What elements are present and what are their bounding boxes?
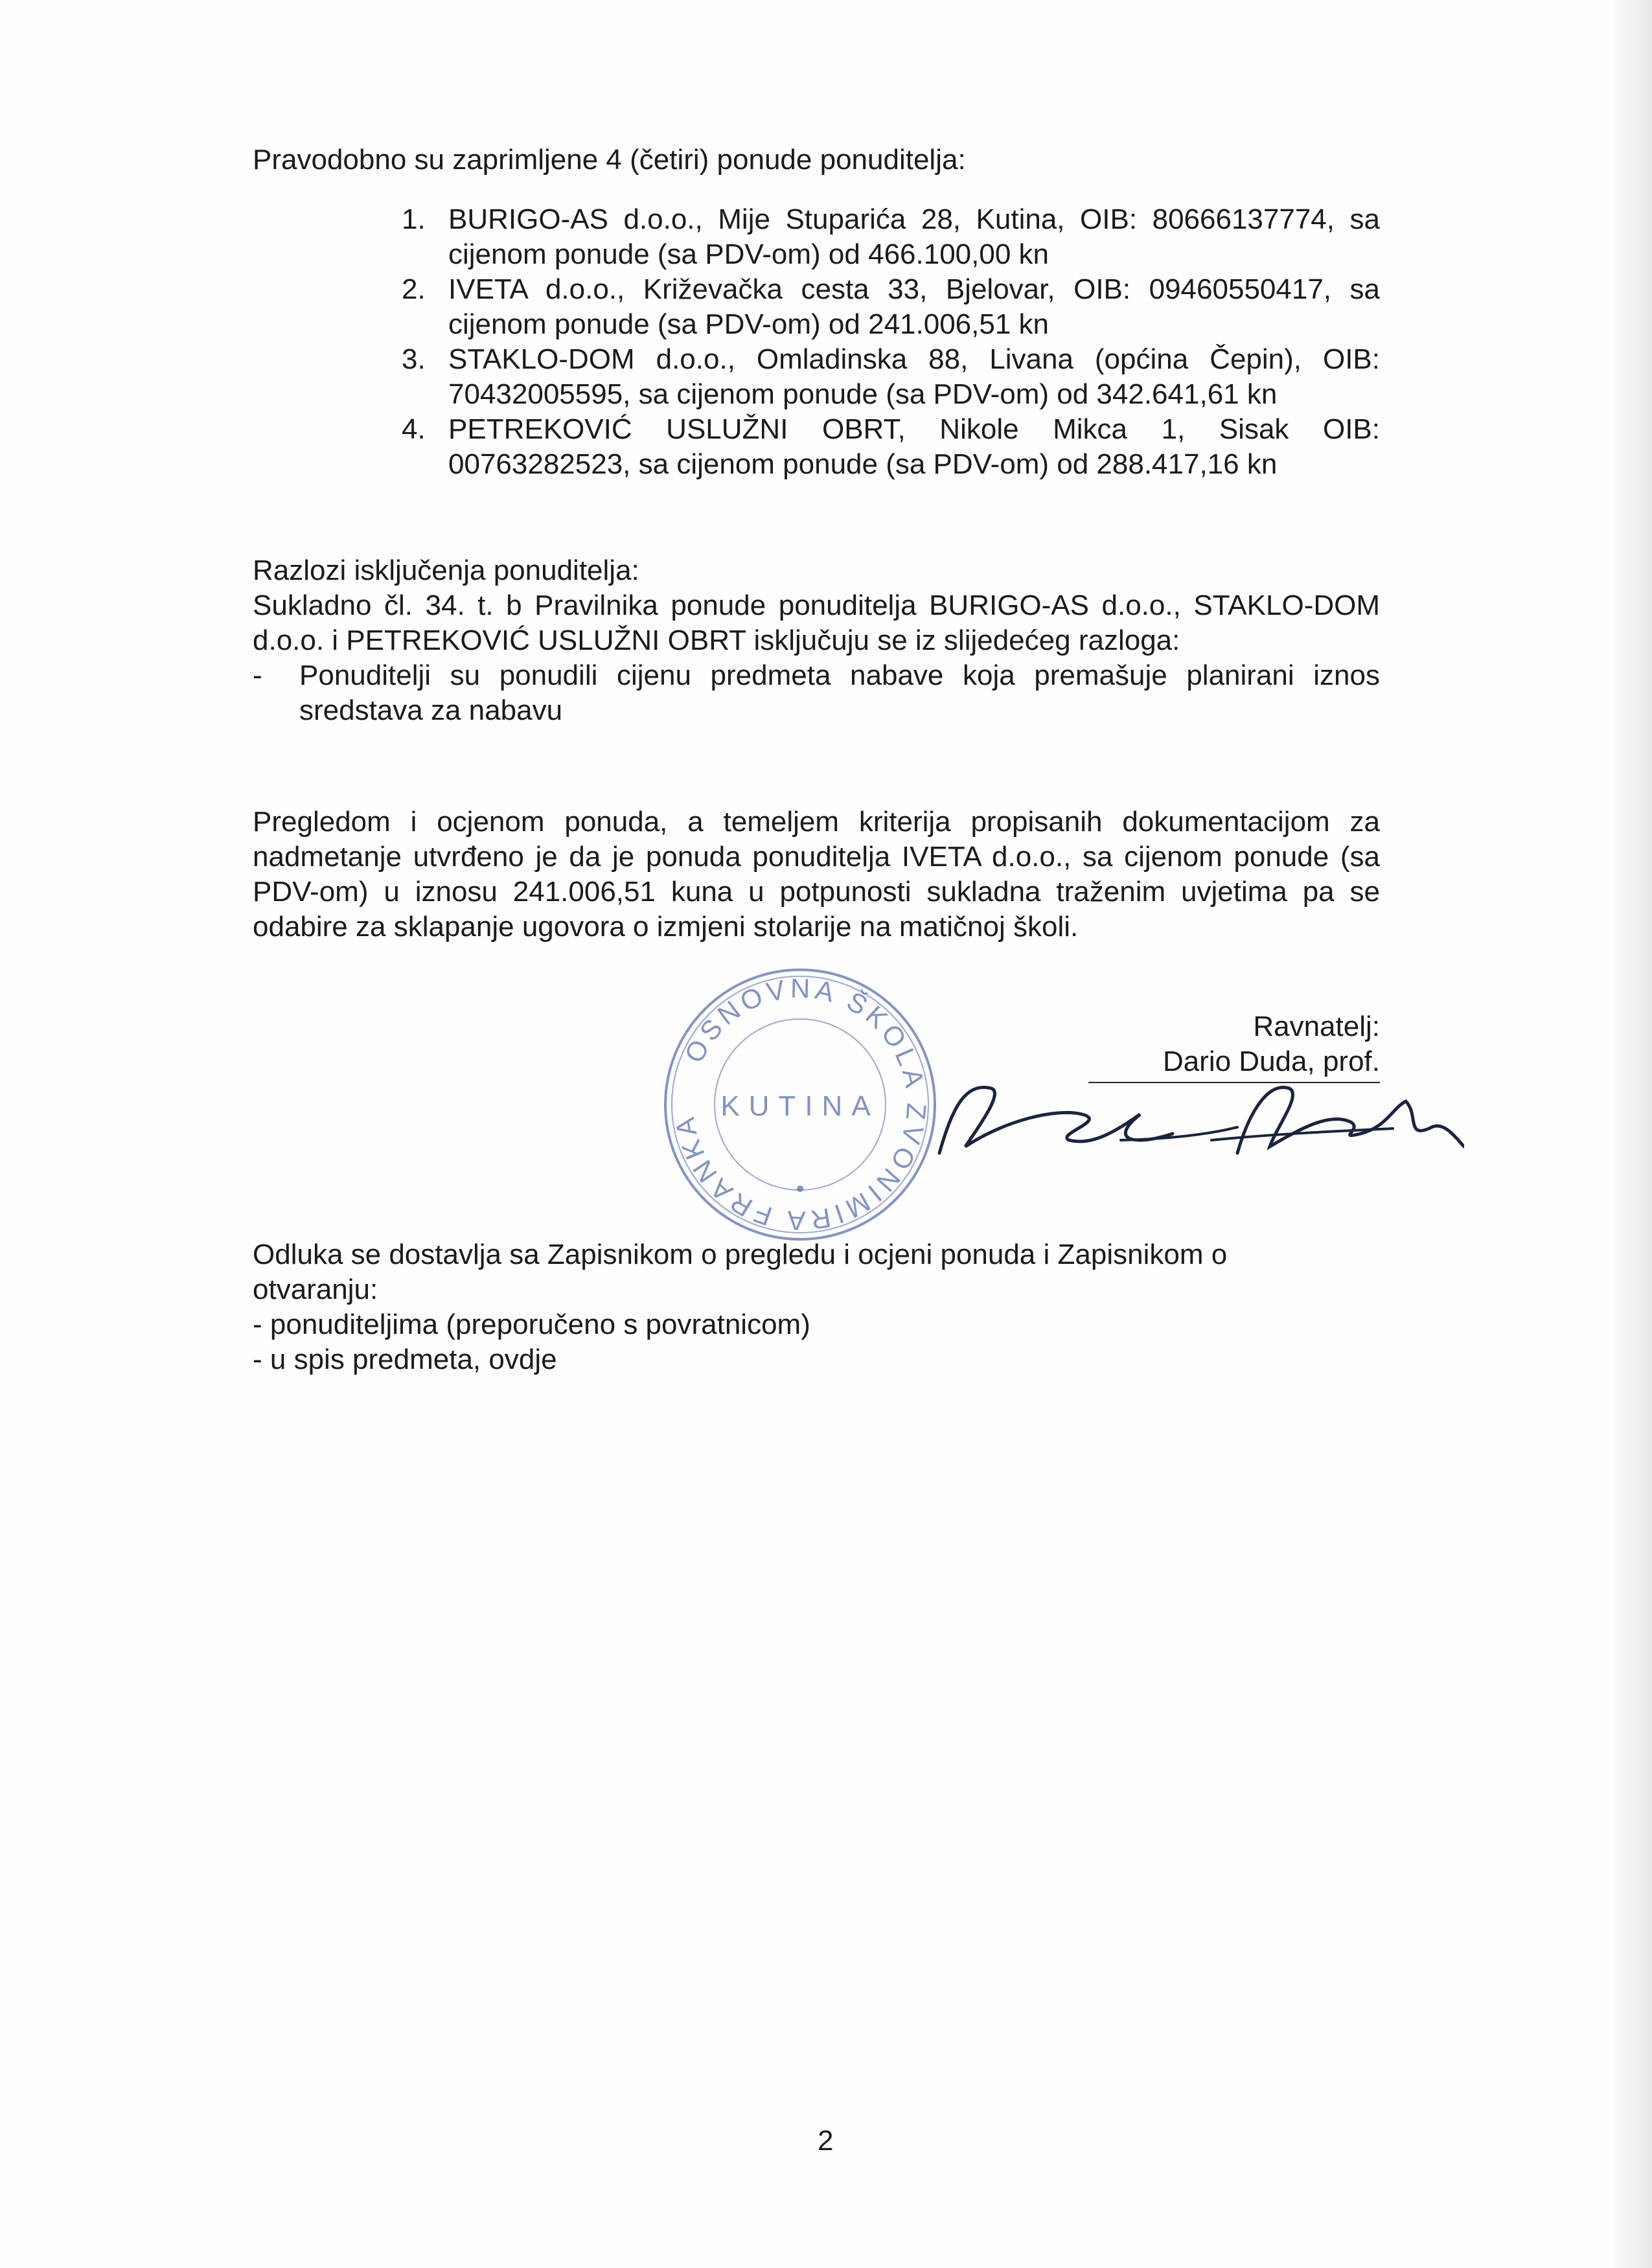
handwritten-signature [719, 1069, 1464, 1173]
signatory-name: Dario Duda, prof. [1162, 1046, 1380, 1077]
list-number: 4. [402, 413, 426, 445]
delivery-item: - u spis predmeta, ovdje [253, 1344, 557, 1375]
bidder-list [253, 202, 1380, 482]
intro-text: Pravodobno su zaprimljene 4 (četiri) ponude ponuditelja: [253, 144, 966, 176]
list-number: 3. [402, 343, 426, 375]
delivery-item: - ponuditeljima (preporučeno s povratnicom) [253, 1309, 810, 1340]
list-number: 1. [402, 203, 426, 235]
stamp-center-text: KUTINA [720, 1090, 880, 1122]
bidder-text: IVETA d.o.o., Križevačka cesta 33, Bjelovar, OIB: 09460550417, sa cijenom ponude (sa PDV-om) od 241.006,51 kn [448, 273, 1380, 340]
exclusion-section [253, 553, 1380, 728]
delivery-section [253, 1237, 1380, 1377]
bidder-text: BURIGO-AS d.o.o., Mije Stuparića 28, Kutina, OIB: 80666137774, sa cijenom ponude (sa PDV-om) od 466.100,00 kn [448, 203, 1380, 270]
list-item [402, 412, 1380, 482]
exclusion-reason-text: Ponuditelji su ponudili cijenu predmeta nabave koja premašuje planirani iznos sredstava za nabavu [299, 659, 1380, 726]
list-item [402, 272, 1380, 342]
signatory-title: Ravnatelj: [1253, 1011, 1380, 1042]
bidder-text: PETREKOVIĆ USLUŽNI OBRT, Nikole Mikca 1, Sisak OIB: 00763282523, sa cijenom ponude (sa PDV-om) od 288.417,16 kn [448, 413, 1380, 480]
bidder-text: STAKLO-DOM d.o.o., Omladinska 88, Livana (općina Čepin), OIB: 70432005595, sa cijenom ponude (sa PDV-om) od 342.641,61 kn [448, 343, 1380, 410]
stamp-ring-text: OSNOVNA ŠKOLA ZVONIMIRA FRANKA [669, 972, 932, 1237]
exclusion-reason [253, 658, 1380, 728]
delivery-line: Odluka se dostavlja sa Zapisnikom o pregledu i ocjeni ponuda i Zapisnikom o [253, 1239, 1228, 1270]
list-item [402, 342, 1380, 412]
list-item [402, 202, 1380, 272]
delivery-line: otvaranju: [253, 1274, 378, 1305]
page-number: 2 [818, 2125, 834, 2157]
scan-edge [1613, 0, 1652, 2268]
dash-bullet: - [253, 659, 262, 691]
exclusion-text: Sukladno čl. 34. t. b Pravilnika ponude ponuditelja BURIGO-AS d.o.o., STAKLO-DOM d.o.o. i PETREKOVIĆ USLUŽNI OBRT isključuju se iz slijedećeg razloga: [253, 590, 1380, 656]
exclusion-heading: Razlozi isključenja ponuditelja: [253, 555, 639, 586]
list-number: 2. [402, 273, 426, 305]
decision-text: Pregledom i ocjenom ponuda, a temeljem kriterija propisanih dokumentacijom za nadmetanje utvrđeno je da je ponuda ponuditelja IVETA d.o.o., sa cijenom ponude (sa PDV-om) u iznosu 241.006,51 kuna u potpunosti sukladna traženim uvjetima pa se odabire za sklapanje ugovora o izmjeni stolarije na matičnoj školi. [253, 806, 1380, 943]
